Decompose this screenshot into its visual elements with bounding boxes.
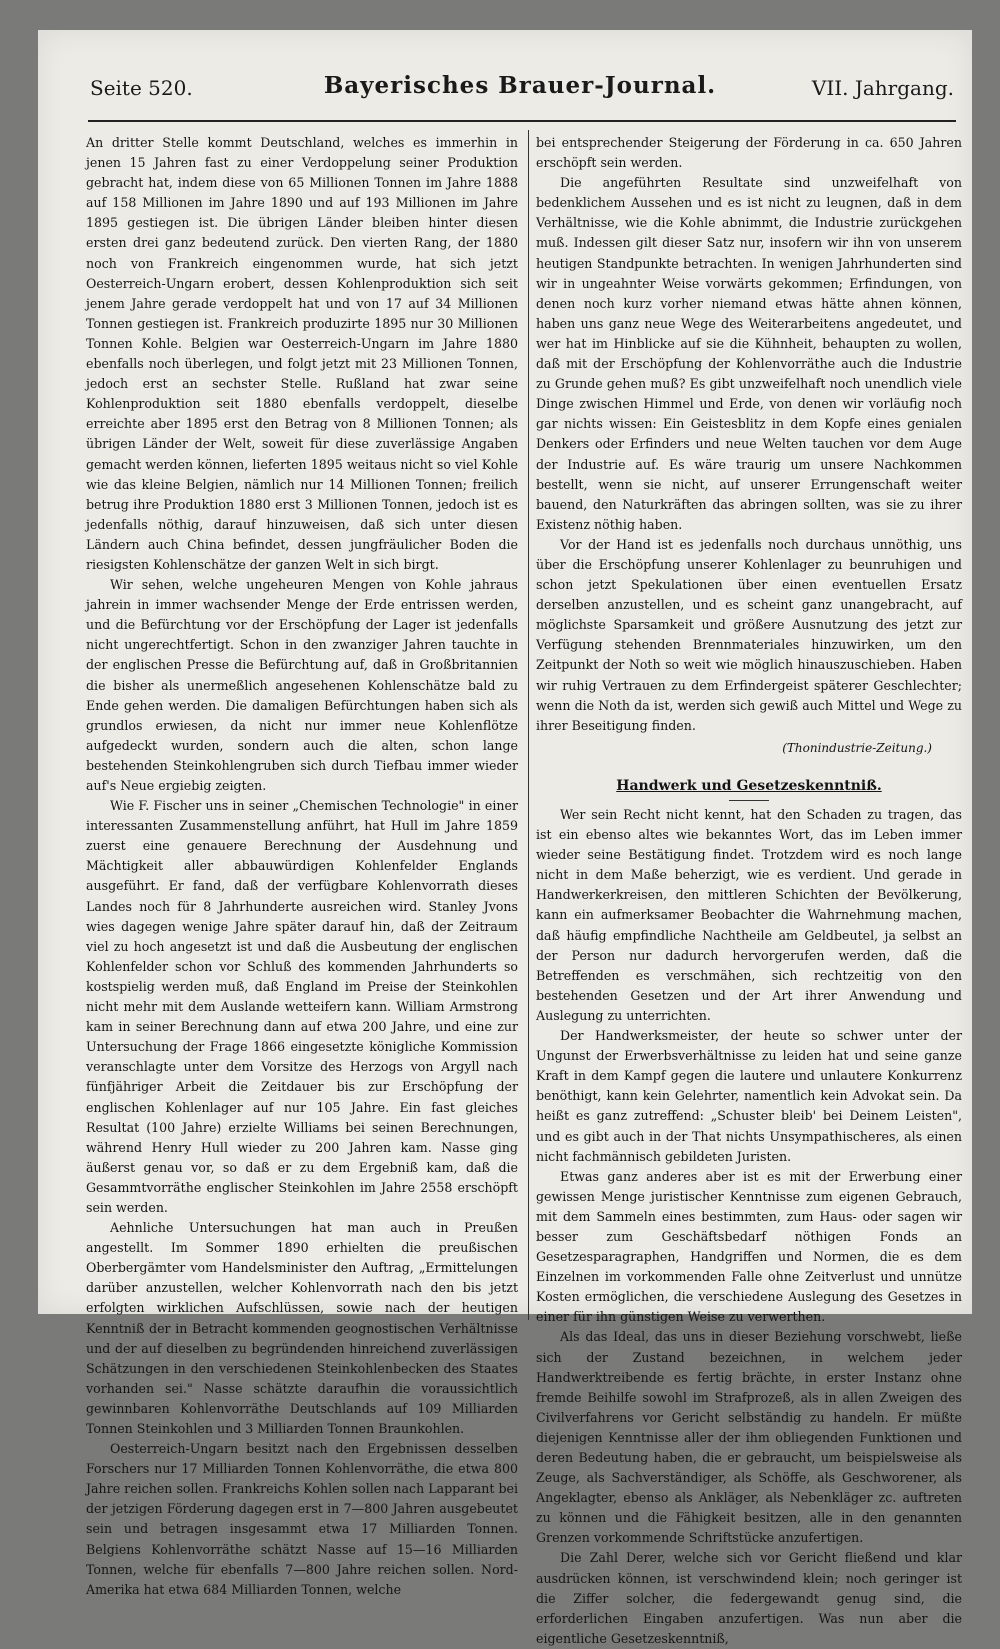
page-number: Seite 520. (90, 76, 193, 100)
paragraph: Aehnliche Untersuchungen hat man auch in Preußen angestellt. Im Sommer 1890 erhielten die preußischen Oberbergämter vom Handelsminister den Auftrag, „Ermittelungen darüber anzustellen, welcher Kohlenvorrath nach den bis jetzt erfolgten wirklichen Aufschlüssen, sowie nach der heutigen Kenntniß der in Betracht kommenden geognostischen Verhältnisse und der auf dieselben zu begründenden hinreichend zuverlässigen Schätzungen in den verschiedenen Steinkohlenbecken des Staates vorhanden sei." Nasse schätzte daraufhin die voraussichtlich gewinnbaren Kohlenvorräthe Deutschlands auf 109 Milliarden Tonnen Steinkohlen und 3 Milliarden Tonnen Braunkohlen. (86, 1220, 518, 1436)
right-column (536, 133, 962, 1646)
left-column (86, 133, 518, 1597)
paragraph: An dritter Stelle kommt Deutschland, welches es immerhin in jenen 15 Jahren fast zu einer Verdoppelung seiner Produktion gebracht hat, indem diese von 65 Millionen Tonnen im Jahre 1888 auf 158 Millionen im Jahre 1890 und auf 193 Millionen im Jahre 1895 gestiegen ist. Die übrigen Länder bleiben hinter diesen ersten drei ganz bedeutend zurück. Den vierten Rang, der 1880 noch von Frankreich eingenommen wurde, hat sich jetzt Oesterreich-Ungarn erobert, dessen Kohlenproduktion sich seit jenem Jahre gerade verdoppelt hat und von 17 auf 34 Millionen Tonnen gestiegen ist. Frankreich produzirte 1895 nur 30 Millionen Tonnen Kohle. Belgien war Oesterreich-Ungarn im Jahre 1880 ebenfalls noch überlegen, und folgt jetzt mit 23 Millionen Tonnen, jedoch erst an sechster Stelle. Rußland hat zwar seine Kohlenproduktion seit 1880 ebenfalls verdoppelt, dieselbe erreichte aber 1895 erst den Betrag von 8 Millionen Tonnen; als übrigen Länder der Welt, soweit für diese zuverlässige Angaben gemacht werden können, lieferten 1895 weitaus nicht so viel Kohle wie das kleine Belgien, nämlich nur 14 Millionen Tonnen; freilich betrug ihre Produktion 1880 erst 3 Millionen Tonnen, jedoch ist es jedenfalls nöthig, darauf hinzuweisen, daß sich unter diesen Ländern auch China befindet, dessen jungfräulicher Boden die riesigsten Kohlenschätze der ganzen Welt in sich birgt. (86, 135, 518, 572)
paragraph: Als das Ideal, das uns in dieser Beziehung vorschwebt, ließe sich der Zustand bezeichnen, in welchem jeder Handwerktreibende es fertig brächte, in erster Instanz ohne fremde Beihilfe sowohl im Strafprozeß, als in allen Zweigen des Civilverfahrens vor Gericht selbständig zu handeln. Er müßte diejenigen Kenntnisse aller der ihm obliegenden Funktionen und deren Bedeutung haben, die er gebraucht, um beispielsweise als Zeuge, als Sachverständiger, als Schöffe, als Geschworener, als Angeklagter, ebenso als Ankläger, als Nebenkläger zc. auftreten zu können und die Fähigkeit besitzen, alle in den genannten Grenzen vorkommende Schriftstücke anzufertigen. (536, 1329, 962, 1546)
journal-title: Bayerisches Brauer-Journal. (323, 72, 717, 99)
paragraph: Die angeführten Resultate sind unzweifelhaft von bedenklichem Aussehen und es ist nicht zu leugnen, daß in dem Verhältnisse, wie die Kohle abnimmt, die Industrie zurückgehen muß. Indessen gilt dieser Satz nur, insofern wir ihn von unserem heutigen Standpunkte betrachten. In wenigen Jahrhunderten sind wir in ungeahnter Weise vorwärts gekommen; Erfindungen, von denen noch kurz vorher niemand etwas hätte ahnen können, haben uns ganz neue Wege des Weiterarbeitens angedeutet, und wer hat im Hinblicke auf sie die Kühnheit, behaupten zu wollen, daß mit der Erschöpfung der Kohlenvorräthe auch die Industrie zu Grunde gehen muß? Es gibt unzweifelhaft noch unendlich viele Dinge zwischen Himmel und Erde, von denen wir vorläufig noch gar nichts wissen: Ein Geistesblitz in dem Kopfe eines genialen Denkers oder Erfinders und neue Welten tauchen vor dem Auge der Industrie auf. Es wäre traurig um unsere Nachkommen bestellt, wenn sie nicht, auf unserer Errungenschaft weiter bauend, den Naturkräften das abringen sollten, was sie zu ihrer Existenz nöthig haben. (536, 175, 962, 532)
paragraph: Wer sein Recht nicht kennt, hat den Schaden zu tragen, das ist ein ebenso altes wie bekanntes Wort, das im Leben immer wieder seine Bestätigung findet. Trotzdem wird es noch lange nicht in dem Maße beherzigt, wie es verdient. Und gerade in Handwerkerkreisen, den mittleren Schichten der Bevölkerung, kann ein aufmerksamer Beobachter die Wahrnehmung machen, daß häufig empfindliche Nachtheile am Geldbeutel, ja selbst an der Person nur dadurch hervorgerufen werden, daß die Betreffenden es verschmähen, sich rechtzeitig von den bestehenden Gesetzen und der Art ihrer Anwendung und Auslegung zu unterrichten. (536, 807, 962, 1023)
paragraph: Der Handwerksmeister, der heute so schwer unter der Ungunst der Erwerbsverhältnisse zu leiden hat und seine ganze Kraft in dem Kampf gegen die lautere und unlautere Konkurrenz benöthigt, kann kein Gelehrter, namentlich kein Advokat sein. Da heißt es ganz zutreffend: „Schuster bleib' bei Deinem Leisten", und es gibt auch in der That nichts Unsympathischeres, als einen nicht fachmännisch gebildeten Juristen. (536, 1028, 962, 1164)
newspaper-page (38, 30, 972, 1646)
paragraph: Wir sehen, welche ungeheuren Mengen von Kohle jahraus jahrein in immer wachsender Menge der Erde entrissen werden, und die Befürchtung vor der Erschöpfung der Lager ist jedenfalls nicht ungerechtfertigt. Schon in den zwanziger Jahren tauchte in der englischen Presse die Befürchtung auf, daß in Großbritannien die bisher als unermeßlich angesehenen Kohlenschätze bald zu Ende gehen werden. Die damaligen Befürchtungen haben sich als grundlos erwiesen, da nicht nur immer neue Kohlenflötze aufgedeckt wurden, sondern auch die alten, schon lange bestehenden Steinkohlengruben sich durch Tiefbau immer wieder auf's Neue ergiebig zeigten. (86, 577, 518, 793)
article-title: Handwerk und Gesetzeskenntniß. (616, 777, 882, 794)
volume-label: VII. Jahrgang. (811, 76, 954, 100)
paragraph: Vor der Hand ist es jedenfalls noch durchaus unnöthig, uns über die Erschöpfung unserer Kohlenlager zu beunruhigen und schon jetzt Spekulationen über einen eventuellen Ersatz derselben anzustellen, und es scheint ganz unangebracht, auf möglichste Sparsamkeit und größere Ausnutzung des jetzt zur Verfügung stehenden Brennmateriales hinzuwirken, um den Zeitpunkt der Noth so weit wie möglich hinauszuschieben. Haben wir ruhig Vertrauen zu dem Erfindergeist späterer Geschlechter; wenn die Noth da ist, werden sich gewiß auch Mittel und Wege zu ihrer Beseitigung finden. (536, 536, 962, 733)
column-divider (528, 130, 529, 1320)
paragraph: bei entsprechender Steigerung der Förderung in ca. 650 Jahren erschöpft sein werden. (536, 135, 962, 171)
paragraph: Wie F. Fischer uns in seiner „Chemischen Technologie" in einer interessanten Zusammenstellung anführt, hat Hull im Jahre 1859 zuerst eine genauere Berechnung der Ausdehnung und Mächtigkeit aller abbauwürdigen Kohlenfelder Englands ausgeführt. Er fand, daß der verfügbare Kohlenvorrath dieses Landes noch für 8 Jahrhunderte ausreichen wird. Stanley Jvons wies dagegen wenige Jahre später darauf hin, daß der Zeitraum viel zu hoch angesetzt ist und daß die Ausbeutung der englischen Kohlenfelder schon vor Schluß des kommenden Jahrhunderts so kostspielig werden muß, daß England im Preise der Steinkohlen nicht mehr mit dem Auslande wetteifern kann. William Armstrong kam in seiner Berechnung dann auf etwa 200 Jahre, und eine zur Untersuchung der Frage 1866 eingesetzte königliche Kommission veranschlagte unter dem Vorsitze des Herzogs von Argyll nach fünfjähriger Arbeit die Zeitdauer bis zur Erschöpfung der englischen Kohlenlager auf nur 105 Jahre. Ein fast gleiches Resultat (100 Jahre) erzielte Williams bei seinen Berechnungen, während Henry Hull wieder zu 200 Jahren kam. Nasse ging äußerst genau vor, so daß er zu dem Ergebniß kam, daß die Gesammtvorräthe englischer Steinkohlen im Jahre 2558 erschöpft sein werden. (86, 798, 518, 1215)
paragraph: Etwas ganz anderes aber ist es mit der Erwerbung einer gewissen Menge juristischer Kenntnisse zum eigenen Gebrauch, mit dem Sammeln eines bestimmten, zum Haus- oder sagen wir besser zum Geschäftsbedarf nöthigen Fonds an Gesetzesparagraphen, Handgriffen und Normen, die es dem Einzelnen im vorkommenden Falle ohne Zeitverlust und unnütze Kosten ermöglichen, die verschiedene Auslegung des Gesetzes in einer für ihn günstigen Weise zu verwerthen. (536, 1168, 962, 1325)
paragraph: Oesterreich-Ungarn besitzt nach den Ergebnissen desselben Forschers nur 17 Milliarden Tonnen Kohlenvorräthe, die etwa 800 Jahre reichen sollen. Frankreichs Kohlen sollen nach Lapparant bei der jetzigen Förderung dagegen erst in 7—800 Jahren ausgebeutet sein und betragen insgesammt etwa 17 Milliarden Tonnen. Belgiens Kohlenvorräthe schätzt Nasse auf 15—16 Milliarden Tonnen, welche für ebenfalls 7—800 Jahre reichen sollen. Nord-Amerika hat etwa 684 Milliarden Tonnen, welche (86, 1441, 518, 1597)
source-citation: (Thonindustrie-Zeitung.) (782, 740, 932, 755)
title-divider (729, 800, 769, 801)
page-header (90, 72, 954, 106)
header-rule (88, 120, 956, 122)
paragraph: Die Zahl Derer, welche sich vor Gericht fließend und klar ausdrücken können, ist verschwindend klein; noch geringer ist die Ziffer solcher, die federgewandt genug sind, die erforderlichen Eingaben anzufertigen. Was nun aber die eigentliche Gesetzeskenntniß, (536, 1550, 962, 1646)
